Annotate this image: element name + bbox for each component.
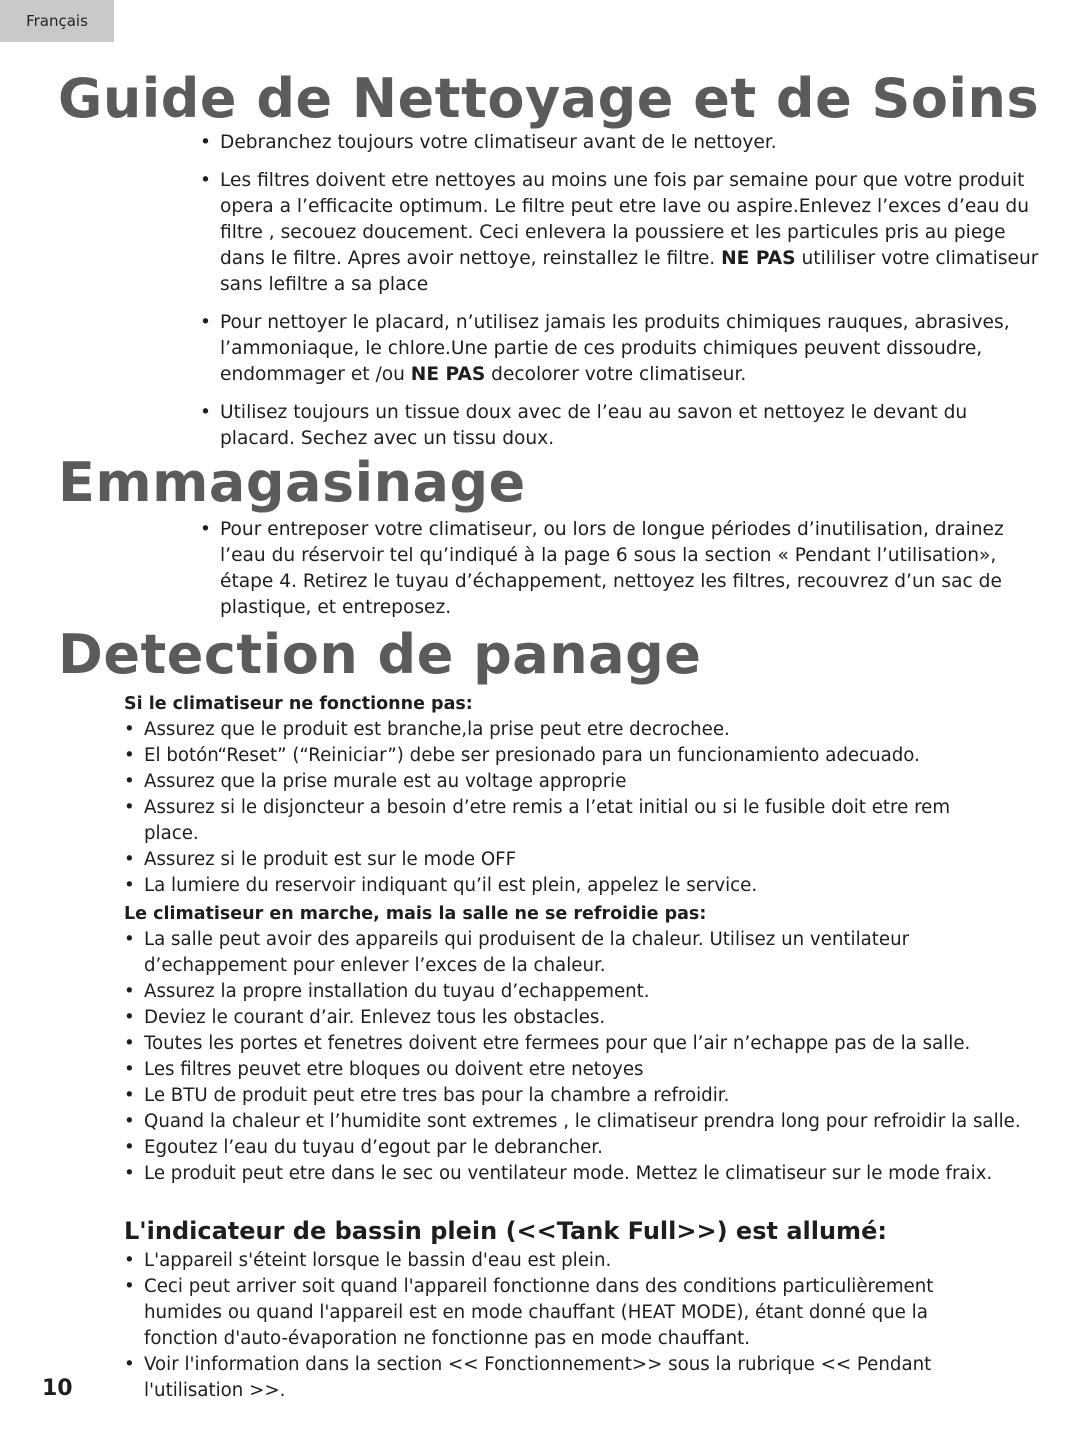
not-working-list (124, 717, 1004, 899)
list-item: • La lumiere du reservoir indiquant qu’il est plein, appelez le service. (124, 873, 1004, 899)
list-item: • Les filtres doivent etre nettoyes au moins une fois par semaine pour que votre produit opera a l’efficacite optimum. Le filtre peut etre lave ou aspire.Enlevez l’exces d’eau du filtre , secouez doucement. Ceci enlevera la poussiere et les particules pris au piege dans le filtre. Apres avoir nettoye, reinstallez le filtre. NE PAS utililiser votre climatiseur sans lefiltre a sa place (200, 168, 1040, 298)
list-item: • Assurez que le produit est branche,la prise peut etre decrochee. (124, 717, 1004, 743)
list-item: • Pour entreposer votre climatiseur, ou lors de longue périodes d’inutilisation, drainez l’eau du réservoir tel qu’indiqué à la page 6 sous la section « Pendant l’utilisation», étape 4. Retirez le tuyau d’échappement, nettoyez les filtres, recouvrez d’un sac de plastique, et entreposez. (200, 517, 1040, 621)
list-item: • Le produit peut etre dans le sec ou ventilateur mode. Mettez le climatiseur sur le mode fraix. (124, 1161, 1024, 1187)
list-item: • Assurez si le disjoncteur a besoin d’etre remis a l’etat initial ou si le fusible doit etre rem place. (124, 795, 1004, 847)
list-item: • Assurez la propre installation du tuyau d’echappement. (124, 979, 1024, 1005)
list-item: • Assurez si le produit est sur le mode OFF (124, 847, 1004, 873)
list-item: • Assurez que la prise murale est au voltage approprie (124, 769, 1004, 795)
list-item: • Debranchez toujours votre climatiseur avant de le nettoyer. (200, 130, 1040, 156)
troubleshooting-title: Detection de panage (58, 623, 702, 686)
list-item: • Les filtres peuvet etre bloques ou doivent etre netoyes (124, 1057, 1024, 1083)
list-item: • Toutes les portes et fenetres doivent etre fermees pour que l’air n’echappe pas de la salle. (124, 1031, 1024, 1057)
list-item: • La salle peut avoir des appareils qui produisent de la chaleur. Utilisez un ventilateur d’echappement pour enlever l’exces de la chaleur. (124, 927, 1024, 979)
list-item: • Utilisez toujours un tissue doux avec de l’eau au savon et nettoyez le devant du placard. Sechez avec un tissu doux. (200, 400, 1040, 452)
list-item: • Deviez le courant d’air. Enlevez tous les obstacles. (124, 1005, 1024, 1031)
list-item: • L'appareil s'éteint lorsque le bassin d'eau est plein. (124, 1248, 984, 1274)
cleaning-title: Guide de Nettoyage et de Soins (58, 67, 1040, 130)
language-tab: Français (0, 0, 114, 42)
list-item: • Ceci peut arriver soit quand l'appareil fonctionne dans des conditions particulièrement humides ou quand l'appareil est en mode chauffant (HEAT MODE), étant donné que la fonction d'auto-évaporation ne fonctionne pas en mode chauffant. (124, 1274, 984, 1352)
storage-list (200, 517, 1040, 633)
not-cooling-list (124, 927, 1024, 1187)
storage-title: Emmagasinage (58, 451, 526, 514)
cleaning-list (200, 130, 1040, 464)
tank-full-heading: L'indicateur de bassin plein (<<Tank Full>>) est allumé: (124, 1217, 887, 1245)
page-number: 10 (42, 1376, 73, 1401)
tank-full-list (124, 1248, 984, 1404)
list-item: • Pour nettoyer le placard, n’utilisez jamais les produits chimiques rauques, abrasives, l’ammoniaque, le chlore.Une partie de ces produits chimiques peuvent dissoudre, endommager et /ou NE PAS decolorer votre climatiseur. (200, 310, 1040, 388)
list-item: • Le BTU de produit peut etre tres bas pour la chambre a refroidir. (124, 1083, 1024, 1109)
not-working-heading: Si le climatiseur ne fonctionne pas: (124, 694, 473, 714)
not-cooling-heading: Le climatiseur en marche, mais la salle ne se refroidie pas: (124, 904, 707, 924)
list-item: • Quand la chaleur et l’humidite sont extremes , le climatiseur prendra long pour refroidir la salle. (124, 1109, 1024, 1135)
list-item: • Egoutez l’eau du tuyau d’egout par le debrancher. (124, 1135, 1024, 1161)
list-item: • El botón“Reset” (“Reiniciar”) debe ser presionado para un funcionamiento adecuado. (124, 743, 1004, 769)
list-item: • Voir l'information dans la section << Fonctionnement>> sous la rubrique << Pendant l'utilisation >>. (124, 1352, 984, 1404)
